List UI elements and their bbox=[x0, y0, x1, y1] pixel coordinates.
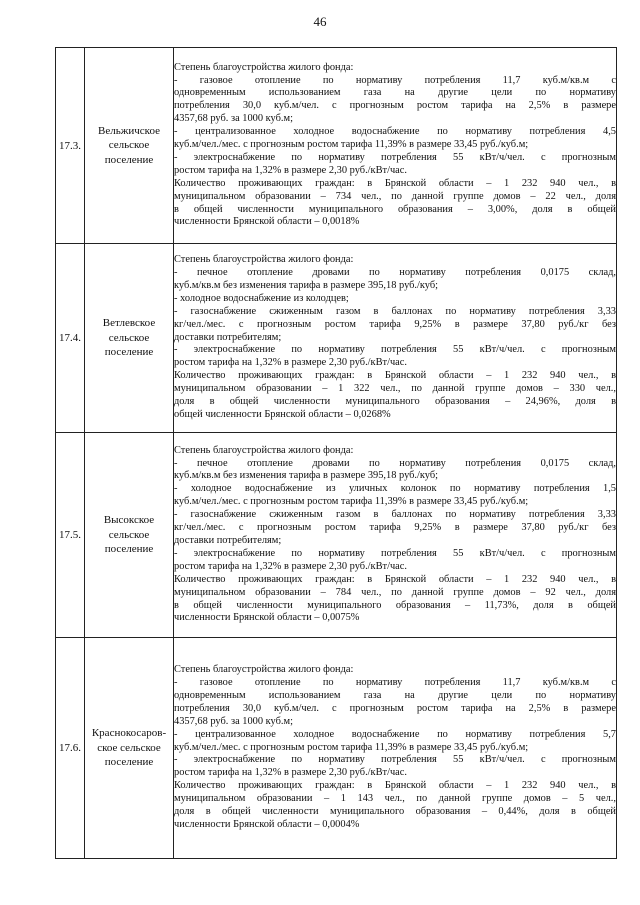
settlement-name-line: поселение bbox=[104, 153, 154, 166]
section-title: Степень благоустройства жилого фонда: bbox=[174, 664, 354, 676]
description-line: - печное отопление дровами по нормативу потребления 0,0175 склад, bbox=[174, 457, 616, 469]
settlement-name-line: ское сельское bbox=[97, 741, 161, 754]
settlement-name-line: Вельжичское bbox=[98, 124, 160, 137]
settlement-name-line: сельское bbox=[108, 331, 150, 344]
description-line: куб.м/кв.м без изменения тарифа в размере 395,18 руб./куб; bbox=[174, 279, 439, 291]
description-line: куб.м/чел./мес. с прогнозным ростом тарифа 11,39% в размере 33,45 руб./куб.м; bbox=[174, 741, 529, 753]
description-line: муниципальном образовании – 734 чел., по данной группе домов – 22 чел., доля bbox=[174, 190, 616, 202]
description-line: - централизованное холодное водоснабжение по нормативу потребления 4,5 bbox=[174, 126, 616, 138]
description-line: - электроснабжение по нормативу потребления 55 кВт/ч/чел. с прогнозным bbox=[174, 344, 616, 356]
description-line: ростом тарифа на 1,32% в размере 2,30 руб./кВт/час. bbox=[174, 164, 408, 176]
description-line: куб.м/чел./мес. с прогнозным ростом тарифа 11,39% в размере 33,45 руб./куб.м; bbox=[174, 496, 529, 508]
description-line: в общей численности муниципального образования – 11,73%, доля в общей bbox=[174, 599, 616, 611]
utilities-description bbox=[174, 244, 617, 433]
settlement-name-line: поселение bbox=[104, 543, 154, 556]
description-line: - централизованное холодное водоснабжение по нормативу потребления 5,7 bbox=[174, 728, 616, 740]
row-number: 17.3. bbox=[56, 48, 85, 244]
description-line: Количество проживающих граждан: в Брянской области – 1 232 940 чел., в bbox=[174, 780, 616, 792]
table-row bbox=[56, 433, 617, 638]
page-number: 46 bbox=[313, 14, 327, 29]
settlement-name bbox=[85, 244, 174, 433]
description-line: доставки потребителям; bbox=[174, 535, 282, 546]
section-title: Степень благоустройства жилого фонда: bbox=[174, 444, 354, 456]
description-line: численности Брянской области – 0,0018% bbox=[174, 216, 360, 228]
table-row bbox=[56, 48, 617, 244]
section-title: Степень благоустройства жилого фонда: bbox=[174, 254, 354, 266]
description-line: доставки потребителям; bbox=[174, 331, 282, 343]
description-line: численности Брянской области – 0,0004% bbox=[174, 818, 360, 830]
settlement-name-line: Краснокосаров- bbox=[91, 727, 167, 740]
description-line: ростом тарифа на 1,32% в размере 2,30 руб./кВт/час. bbox=[174, 767, 408, 779]
description-line: куб.м/кв.м без изменения тарифа в размере 395,18 руб./куб; bbox=[174, 470, 439, 482]
section-title: Степень благоустройства жилого фонда: bbox=[174, 61, 354, 73]
description-line: Количество проживающих граждан: в Брянской области – 1 232 940 чел., в bbox=[174, 573, 616, 585]
description-line: - электроснабжение по нормативу потребления 55 кВт/ч/чел. с прогнозным bbox=[174, 754, 616, 766]
description-line: - газоснабжение сжиженным газом в баллонах по нормативу потребления 3,33 bbox=[174, 509, 616, 521]
settlement-name-line: поселение bbox=[104, 756, 154, 769]
settlement-name bbox=[85, 48, 174, 244]
description-line: муниципальном образовании – 784 чел., по данной группе домов – 92 чел., доля bbox=[174, 586, 616, 598]
description-line: - электроснабжение по нормативу потребления 55 кВт/ч/чел. с прогнозным bbox=[174, 547, 616, 559]
description-line: 4357,68 руб. за 1000 куб.м; bbox=[174, 113, 293, 125]
description-line: Количество проживающих граждан: в Брянской области – 1 232 940 чел., в bbox=[174, 370, 616, 382]
description-line: численности Брянской области – 0,0075% bbox=[174, 612, 360, 624]
settlement-name-line: сельское bbox=[108, 528, 150, 541]
description-line: потребления 30,0 куб.м/чел. с прогнозным ростом тарифа на 2,5% в размере bbox=[174, 702, 616, 714]
settlement-name bbox=[85, 433, 174, 638]
utilities-description bbox=[174, 48, 617, 244]
description-line: кг/чел./мес. с прогнозным ростом тарифа 9,25% в размере 37,80 руб./кг без bbox=[174, 318, 616, 330]
description-line: - холодное водоснабжение из колодцев; bbox=[174, 292, 349, 304]
description-line: муниципальном образовании – 1 322 чел., по данной группе домов – 330 чел., bbox=[174, 383, 616, 395]
settlement-name-line: Ветлевское bbox=[102, 317, 156, 330]
description-line: одновременным использованием газа на другие цели по нормативу bbox=[174, 689, 616, 701]
description-line: потребления 30,0 куб.м/чел. с прогнозным ростом тарифа на 2,5% в размере bbox=[174, 100, 616, 112]
description-line: муниципальном образовании – 1 143 чел., по данной группе домов – 5 чел., bbox=[174, 793, 616, 805]
table-row bbox=[56, 244, 617, 433]
description-line: - газоснабжение сжиженным газом в баллонах по нормативу потребления 3,33 bbox=[174, 305, 616, 317]
description-line: доля в общей численности муниципального образования – 24,96%, доля в bbox=[174, 396, 616, 408]
settlement-name-line: поселение bbox=[104, 346, 154, 359]
description-line: кг/чел./мес. с прогнозным ростом тарифа 9,25% в размере 37,80 руб./кг без bbox=[174, 522, 616, 534]
row-number: 17.5. bbox=[56, 433, 85, 638]
description-line: ростом тарифа на 1,32% в размере 2,30 руб./кВт/час. bbox=[174, 357, 408, 369]
description-line: - газовое отопление по нормативу потребления 11,7 куб.м/кв.м с bbox=[174, 74, 616, 86]
description-line: куб.м/чел./мес. с прогнозным ростом тарифа 11,39% в размере 33,45 руб./куб.м; bbox=[174, 139, 529, 151]
description-line: - газовое отопление по нормативу потребления 11,7 куб.м/кв.м с bbox=[174, 677, 616, 689]
utilities-description bbox=[174, 638, 617, 859]
settlement-name-line: Высокское bbox=[103, 514, 155, 527]
row-number: 17.4. bbox=[56, 244, 85, 433]
description-line: доля в общей численности муниципального образования – 0,44%, доля в общей bbox=[174, 806, 616, 818]
description-line: - холодное водоснабжение из уличных колонок по нормативу потребления 1,5 bbox=[174, 483, 616, 495]
description-line: - электроснабжение по нормативу потребления 55 кВт/ч/чел. с прогнозным bbox=[174, 151, 616, 163]
description-line: 4357,68 руб. за 1000 куб.м; bbox=[174, 715, 293, 727]
description-line: ростом тарифа на 1,32% в размере 2,30 руб./кВт/час. bbox=[174, 560, 408, 572]
description-line: - печное отопление дровами по нормативу потребления 0,0175 склад, bbox=[174, 267, 616, 279]
description-line: в общей численности муниципального образования – 3,00%, доля в общей bbox=[174, 203, 616, 215]
description-line: одновременным использованием газа на другие цели по нормативу bbox=[174, 87, 616, 99]
utilities-description bbox=[174, 433, 617, 638]
row-number: 17.6. bbox=[56, 638, 85, 859]
settlement-name bbox=[85, 638, 174, 859]
table-row bbox=[56, 638, 617, 859]
settlements-table bbox=[55, 47, 617, 859]
description-line: Количество проживающих граждан: в Брянской области – 1 232 940 чел., в bbox=[174, 177, 616, 189]
description-line: общей численности Брянской области – 0,0268% bbox=[174, 408, 391, 420]
settlement-name-line: сельское bbox=[108, 139, 150, 152]
